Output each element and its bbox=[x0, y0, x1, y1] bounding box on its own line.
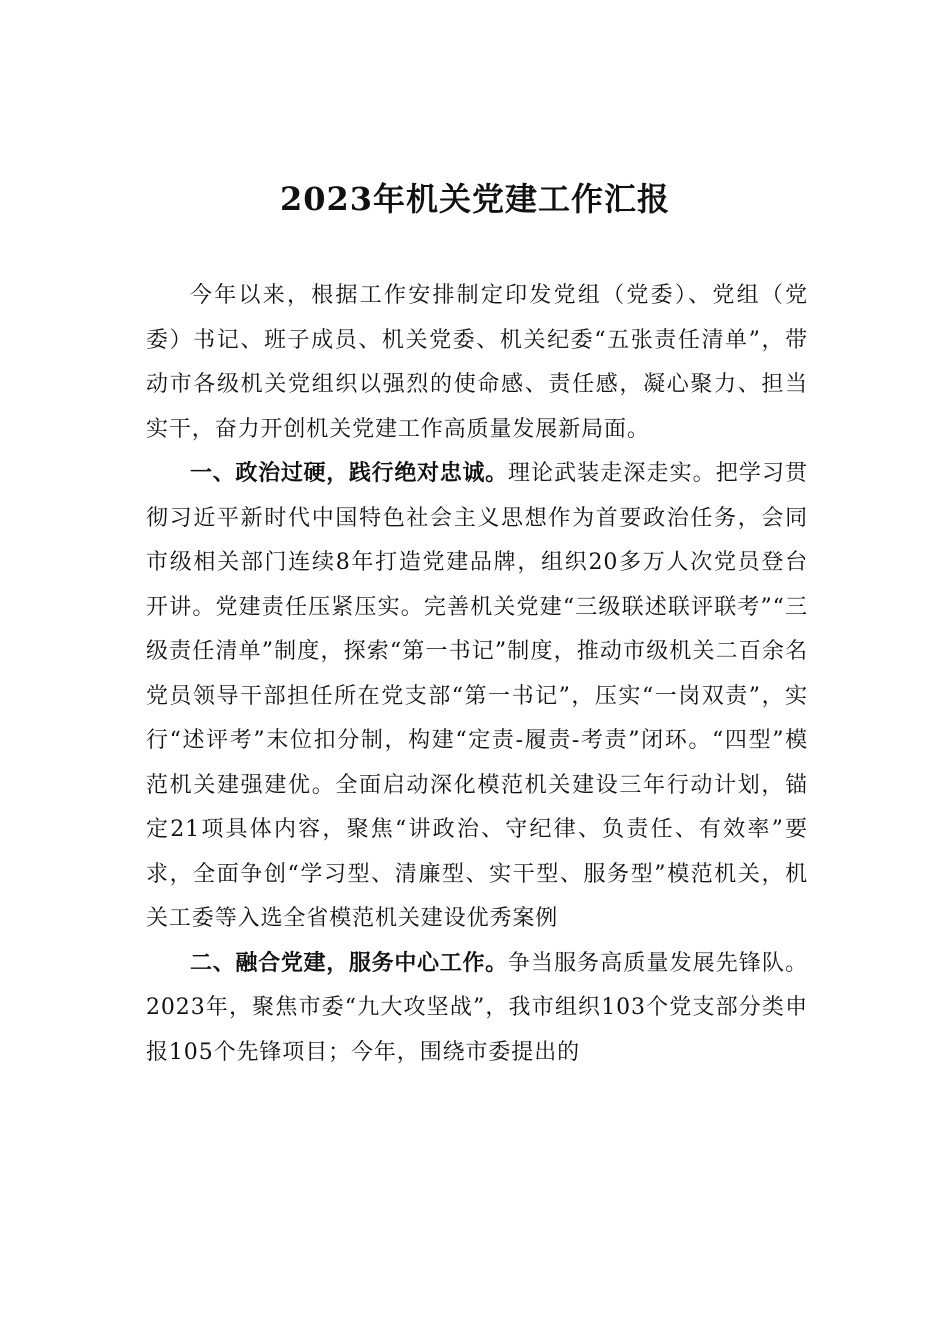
section-heading: 二、融合党建，服务中心工作。 bbox=[190, 950, 508, 976]
paragraph-text: 今年以来，根据工作安排制定印发党组（党委）、党组（党委）书记、班子成员、机关党委、机关纪委“五张责任清单”，带动市各级机关党组织以强烈的使命感、责任感，凝心聚力、担当实干，奋力开创机关党建工作高质量发展新局面。 bbox=[146, 283, 808, 442]
paragraph-text: 争当服务高质量发展先锋队。2023年，聚焦市委“九大攻坚战”，我市组织103个党支部分类申报105个先锋项目；今年，围绕市委提出的 bbox=[146, 950, 808, 1065]
document-title: 2023年机关党建工作汇报 bbox=[279, 180, 671, 218]
paragraph-section-2 bbox=[146, 942, 808, 1076]
paragraph-intro bbox=[146, 274, 808, 452]
paragraph-section-1 bbox=[146, 452, 808, 942]
paragraph-text: 理论武装走深走实。把学习贯彻习近平新时代中国特色社会主义思想作为首要政治任务，会同市级相关部门连续8年打造党建品牌，组织20多万人次党员登台开讲。党建责任压紧压实。完善机关党建“三级联述联评联考”“三级责任清单”制度，探索“第一书记”制度，推动市级机关二百余名党员领导干部担任所在党支部“第一书记”，压实“一岗双责”，实行“述评考”末位扣分制，构建“定责-履责-考责”闭环。“四型”模范机关建强建优。全面启动深化模范机关建设三年行动计划，锚定21项具体内容，聚焦“讲政治、守纪律、负责任、有效率”要求，全面争创“学习型、清廉型、实干型、服务型”模范机关，机关工委等入选全省模范机关建设优秀案例 bbox=[146, 461, 808, 931]
section-heading: 一、政治过硬，践行绝对忠诚。 bbox=[190, 461, 508, 486]
document-body bbox=[146, 274, 808, 1075]
